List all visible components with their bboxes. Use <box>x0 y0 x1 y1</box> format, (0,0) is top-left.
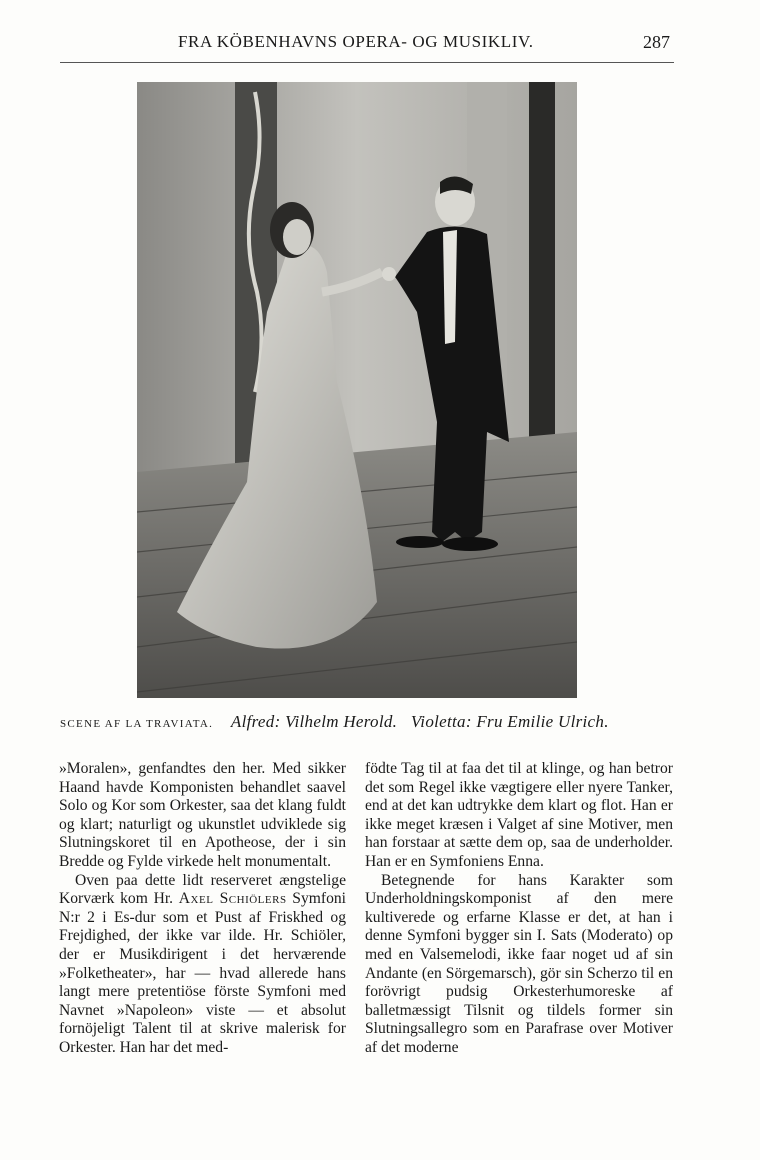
traviata-scene-photograph <box>137 82 577 698</box>
running-title: FRA KÖBENHAVNS OPERA- OG MUSIKLIV. <box>178 32 534 51</box>
composer-name: Axel Schiölers <box>178 890 287 908</box>
paragraph-text: Symfoni N:r 2 i Es-dur som et Pust af Friskhed og Frejdighed, der ikke var ilde. Hr. Schiöler, der er Musikdirigent i det herværende »Folketheater», har — hvad allerede hans langt mere pretentiöse förste Symfoni med Navnet »Napoleon» viste — et absolut fornöjeligt Talent til at skrive malerisk for Orkester. Han har det med- <box>59 890 346 1056</box>
running-header <box>60 28 674 63</box>
left-column <box>59 760 346 1058</box>
paragraph: »Moralen», genfandtes den her. Med sikker Haand havde Komponisten behandlet saavel Solo og Kor som Orkester, saa det klang fuldt og klart; naturligt og ukunstlet udviklede sig Slutningskoret til en Apotheose, der i sin Bredde og Fylde virkede helt monumentalt. <box>59 760 346 870</box>
paragraph: födte Tag til at faa det til at klinge, og han betror det som Regel ikke vægtigere eller nyere Tanker, end at det kan udtrykke dem klart og flot. Han er ikke meget kræsen i Valget af sine Motiver, men han forstaar at sætte dem op, saa de underholder. Han er en Symfoniens Enna. <box>365 760 673 870</box>
paragraph <box>59 872 346 1058</box>
caption-scene: SCENE AF LA TRAVIATA. <box>60 718 214 730</box>
right-column <box>365 760 673 1058</box>
paragraph-text: Oven paa dette lidt reserveret ængstelige Korværk kom Hr. <box>59 871 346 908</box>
page-number: 287 <box>643 32 670 52</box>
right-pillar <box>529 82 555 452</box>
paragraph: Betegnende for hans Karakter som Underholdningskomponist af den mere kultiverede og erfarne Klasse er det, at han i denne Symfoni bygger sin I. Sats (Moderato) op med en Valsemelodi, ikke faar noget ud af sin Andante (en Sörgemarsch), gör sin Scherzo til en forövrigt pudsig Orkesterhumoreske af balletmæssigt Tilsnit og tildels former sin Slutningsallegro som en Parafrase over Motiver af det moderne <box>365 871 673 1056</box>
caption-cast: Alfred: Vilhelm Herold. Violetta: Fru Emilie Ulrich. <box>230 712 609 731</box>
figure-caption <box>60 712 674 732</box>
